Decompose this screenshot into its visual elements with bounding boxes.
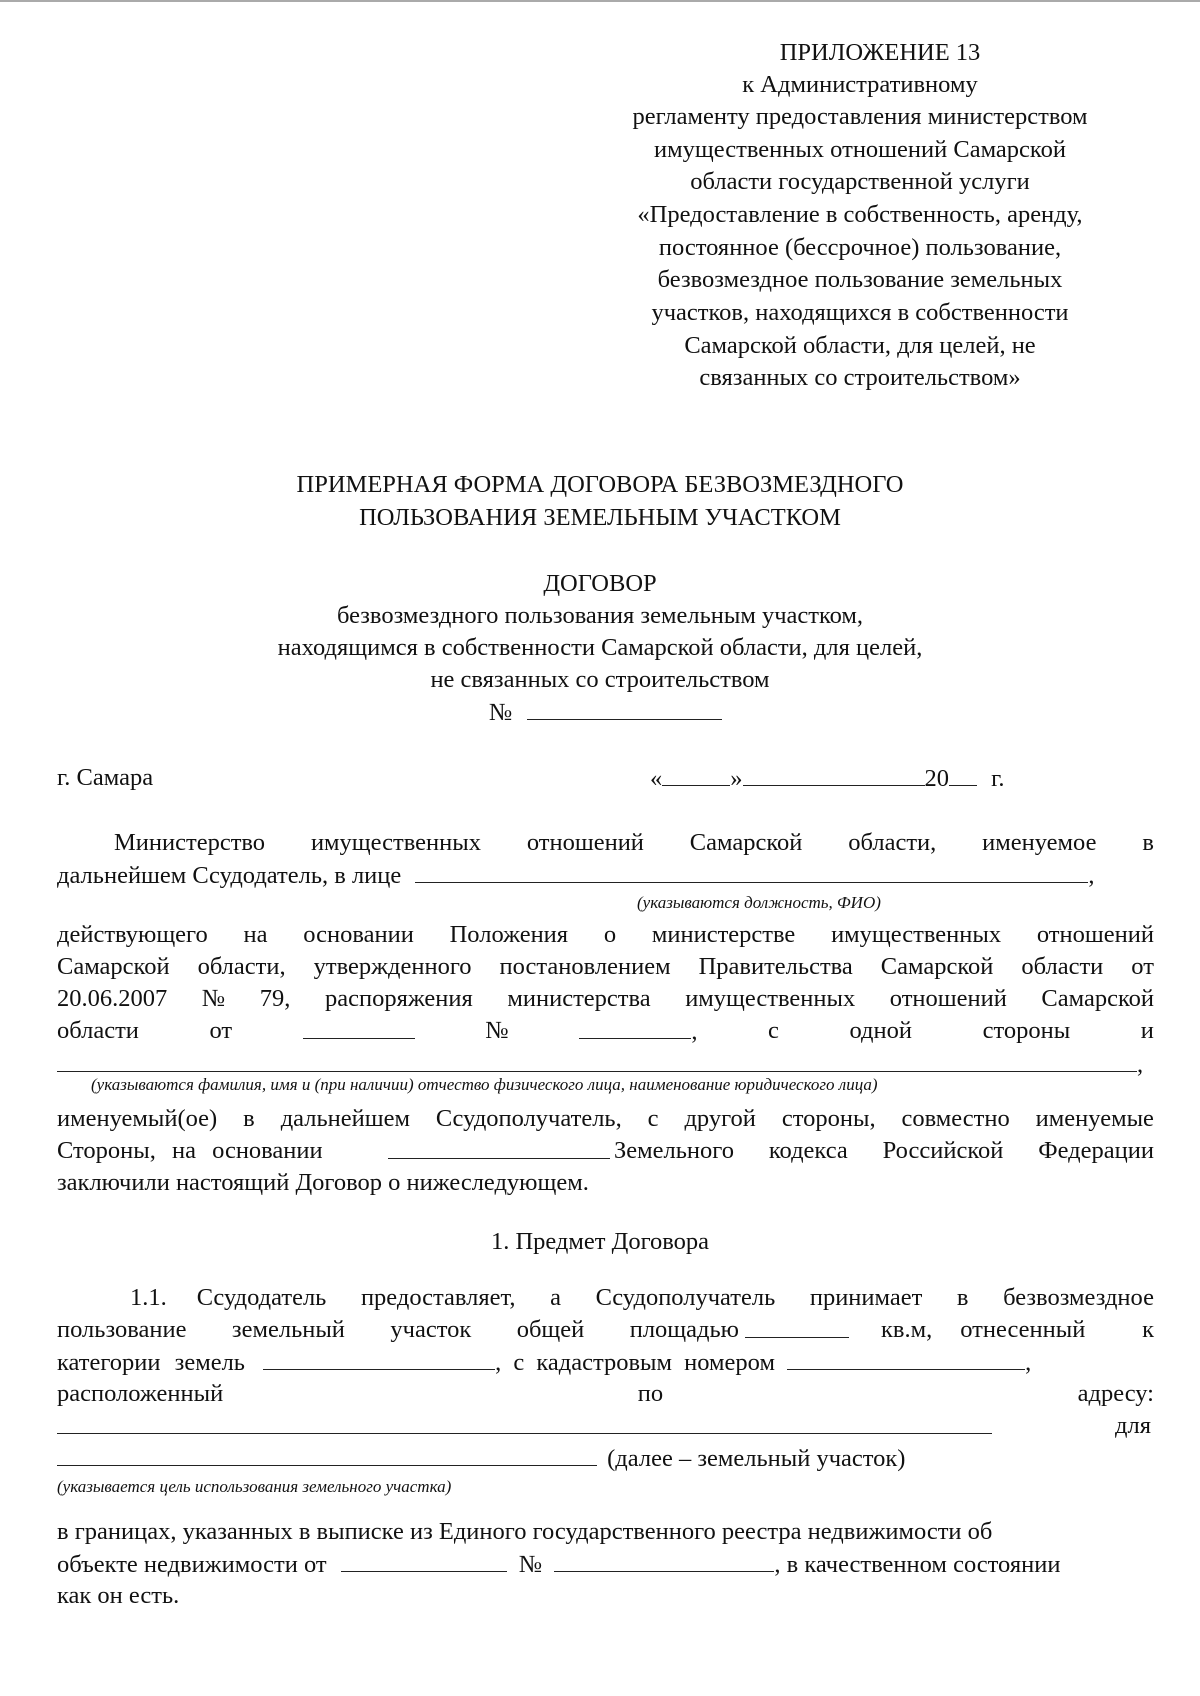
- cadastral-number-blank: [787, 1347, 1025, 1370]
- note-borrower-name: (указываются фамилия, имя и (при наличии) отчество физического лица, наименование юридического лица): [91, 1075, 878, 1094]
- note-position-name: (указываются должность, ФИО): [637, 893, 881, 912]
- representative-blank: [415, 860, 1088, 883]
- clause-1-1-line-4: расположенный по адресу:: [57, 1380, 1154, 1407]
- appendix-line: постоянное (бессрочное) пользование,: [658, 234, 1062, 261]
- note-purpose: (указывается цель использования земельного участка): [57, 1477, 452, 1496]
- appendix-title: ПРИЛОЖЕНИЕ 13: [779, 39, 981, 66]
- intro-line-4: Самарской области, утвержденного постановлением Правительства Самарской области от: [57, 953, 1154, 980]
- day-blank: [662, 763, 730, 786]
- clause-1-1-line-9: как он есть.: [57, 1582, 180, 1609]
- intro-line-10: заключили настоящий Договор о нижеследующем.: [57, 1169, 589, 1196]
- land-category-blank: [263, 1347, 495, 1370]
- clause-1-1-line-8: объекте недвижимости от № , в качественном состоянии: [57, 1551, 1061, 1578]
- clause-1-1-line-3: категории земель , с кадастровым номером ,: [57, 1349, 1032, 1376]
- extract-number-blank: [554, 1549, 774, 1572]
- order-date-blank: [303, 1016, 415, 1039]
- contract-number-blank: [527, 697, 722, 720]
- extract-date-blank: [341, 1549, 507, 1572]
- intro-line-2: дальнейшем Ссудодатель, в лице ,: [57, 862, 1095, 889]
- borrower-name-blank: [57, 1071, 1137, 1072]
- appendix-line: Самарской области, для целей, не: [684, 332, 1036, 359]
- intro-line-1: Министерство имущественных отношений Самарской области, именуемое в: [114, 829, 1154, 856]
- contract-subtitle-line3: не связанных со строительством: [430, 666, 770, 693]
- appendix-line: «Предоставление в собственность, аренду,: [637, 201, 1083, 228]
- contract-subtitle-line2: находящимся в собственности Самарской области, для целей,: [277, 634, 923, 661]
- intro-line-6: области от № , с одной стороны и: [57, 1017, 1154, 1045]
- year-suffix: г.: [991, 765, 1005, 792]
- borrower-comma: ,: [1137, 1051, 1144, 1078]
- purpose-blank: [57, 1443, 597, 1466]
- section-1-title: 1. Предмет Договора: [490, 1228, 710, 1255]
- intro-line-9: Стороны, на основании Земельного кодекса Российской Федерации: [57, 1137, 1154, 1164]
- contract-subtitle-line1: безвозмездного пользования земельным участком,: [336, 602, 864, 629]
- quote-open: «: [650, 765, 663, 792]
- year-prefix: 20: [924, 765, 949, 792]
- purpose-for-label: для: [1115, 1412, 1151, 1439]
- appendix-line: участков, находящихся в собственности: [651, 299, 1069, 326]
- appendix-line: к Административному: [742, 71, 978, 98]
- clause-1-1-line-1: 1.1. Ссудодатель предоставляет, а Ссудополучатель принимает в безвозмездное: [130, 1284, 1154, 1311]
- number-sign: №: [489, 699, 513, 726]
- intro-line-3: действующего на основании Положения о министерстве имущественных отношений: [57, 921, 1154, 948]
- address-blank: [57, 1433, 992, 1434]
- contract-heading: ДОГОВОР: [543, 570, 657, 597]
- intro-line-5: 20.06.2007 № 79, распоряжения министерства имущественных отношений Самарской: [57, 985, 1154, 1012]
- appendix-line: регламенту предоставления министерством: [632, 103, 1088, 130]
- appendix-line: безвозмездное пользование земельных: [657, 266, 1063, 293]
- contract-number: [489, 697, 722, 728]
- form-title-line2: ПОЛЬЗОВАНИЯ ЗЕМЕЛЬНЫМ УЧАСТКОМ: [359, 504, 841, 531]
- appendix-line: связанных со строительством»: [699, 364, 1021, 391]
- month-blank: [743, 763, 925, 786]
- appendix-line: имущественных отношений Самарской: [654, 136, 1066, 163]
- date-line: [650, 763, 1005, 794]
- clause-1-1-line-7: в границах, указанных в выписке из Единого государственного реестра недвижимости об: [57, 1518, 993, 1545]
- clause-1-1-line-6: (далее – земельный участок): [57, 1443, 905, 1474]
- basis-blank: [388, 1136, 610, 1159]
- appendix-line: области государственной услуги: [690, 168, 1030, 195]
- city-label: г. Самара: [57, 764, 154, 791]
- page-top-edge: [0, 0, 1200, 2]
- quote-close: »: [730, 765, 743, 792]
- area-blank: [745, 1315, 849, 1338]
- year-blank: [949, 763, 977, 786]
- order-number-blank: [579, 1016, 691, 1039]
- intro-line-8: именуемый(ое) в дальнейшем Ссудополучатель, с другой стороны, совместно именуемые: [57, 1105, 1154, 1132]
- form-title-line1: ПРИМЕРНАЯ ФОРМА ДОГОВОРА БЕЗВОЗМЕЗДНОГО: [296, 471, 904, 498]
- clause-1-1-line-2: пользование земельный участок общей площадью кв.м, отнесенный к: [57, 1316, 1154, 1343]
